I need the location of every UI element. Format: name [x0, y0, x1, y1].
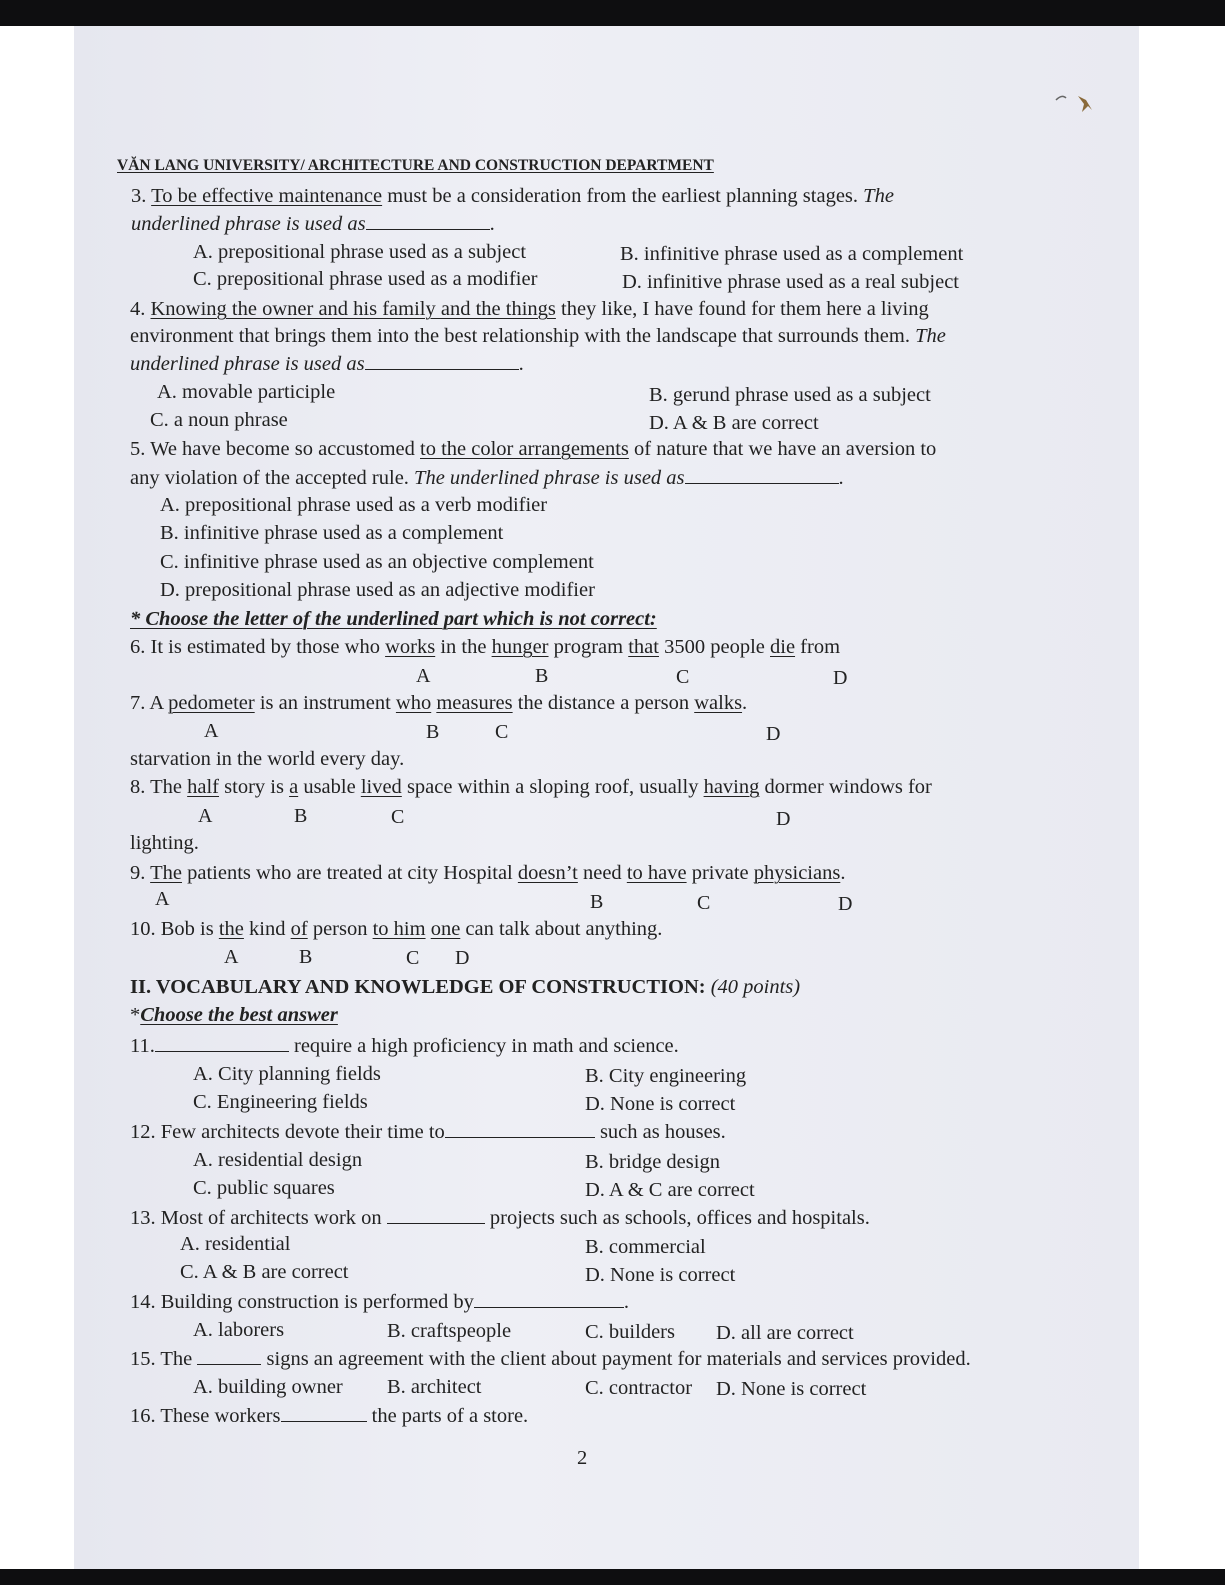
question-5 — [130, 437, 936, 461]
section-2-points: (40 points) — [710, 976, 801, 998]
q7-letter-c[interactable]: C — [495, 721, 509, 743]
q3-option-d[interactable]: D. infinitive phrase used as a real subject — [622, 271, 959, 293]
q11-number: 11. — [130, 1035, 155, 1057]
q5-option-d[interactable]: D. prepositional phrase used as an adjective modifier — [160, 579, 595, 601]
section-2-heading: II. VOCABULARY AND KNOWLEDGE OF CONSTRUCTION: — [130, 976, 706, 998]
question-14 — [130, 1289, 629, 1314]
q11-text: require a high proficiency in math and science. — [294, 1035, 679, 1057]
ink-smudge — [1052, 90, 1096, 120]
question-12 — [130, 1119, 726, 1144]
q13-option-b[interactable]: B. commercial — [585, 1236, 706, 1258]
q9-text-3: need — [582, 862, 622, 884]
q14-option-c[interactable]: C. builders — [585, 1321, 675, 1343]
q7-underline-a: pedometer — [168, 692, 255, 714]
q14-dot: . — [623, 1291, 630, 1313]
q15-option-a[interactable]: A. building owner — [193, 1376, 343, 1398]
q16-text-2: the parts of a store. — [371, 1405, 529, 1427]
q7-underline-b: who — [395, 692, 432, 714]
q10-underline-c: to him — [372, 918, 426, 940]
q5-text: 5. We have become so accustomed — [130, 438, 415, 460]
q5-answer-blank[interactable] — [685, 465, 839, 484]
q4-option-d[interactable]: D. A & B are correct — [649, 412, 819, 434]
q8-letter-c[interactable]: C — [391, 806, 405, 828]
q7-text-1: 7. A — [130, 692, 164, 714]
q9-underline-b: doesn’t — [517, 862, 578, 884]
q14-option-a[interactable]: A. laborers — [193, 1319, 285, 1341]
q10-underline-b: of — [290, 918, 308, 940]
q10-letter-c[interactable]: C — [406, 947, 420, 969]
q5-underlined-phrase: to the color arrangements — [420, 438, 629, 460]
q4-answer-blank[interactable] — [365, 351, 519, 370]
q7-text-4: . — [742, 692, 748, 714]
q13-option-d[interactable]: D. None is correct — [585, 1264, 736, 1286]
q8-text-1: 8. The — [130, 776, 183, 798]
q6-text-2: in the — [440, 636, 487, 658]
question-8 — [130, 775, 932, 799]
q10-letter-a[interactable]: A — [224, 946, 239, 968]
q4-line-3 — [130, 351, 524, 376]
q11-option-c[interactable]: C. Engineering fields — [193, 1091, 368, 1113]
q12-text-2: such as houses. — [599, 1121, 726, 1143]
q8-text-5: dormer windows for — [764, 776, 932, 798]
q7-letter-b[interactable]: B — [426, 721, 440, 743]
q3-answer-blank[interactable] — [366, 211, 490, 230]
q13-answer-blank[interactable] — [387, 1205, 485, 1224]
section-2-instruction-text: Choose the best answer — [140, 1004, 338, 1026]
q6-text-4: 3500 people — [664, 636, 765, 658]
question-6 — [130, 635, 840, 659]
q4-underlined-phrase: Knowing the owner and his family and the things — [150, 298, 556, 320]
q11-option-a[interactable]: A. City planning fields — [193, 1063, 381, 1085]
q8-continuation: lighting. — [130, 832, 199, 854]
q6-underline-c: that — [628, 636, 659, 658]
q6-underline-a: works — [385, 636, 436, 658]
q14-option-b[interactable]: B. craftspeople — [387, 1320, 512, 1342]
q9-letter-c[interactable]: C — [697, 892, 711, 914]
scan-right-margin — [1139, 26, 1225, 1569]
q12-option-b[interactable]: B. bridge design — [585, 1151, 720, 1173]
q4-text-2: environment that brings them into the best relationship with the landscape that surrounds them. — [130, 325, 910, 347]
q8-letter-a[interactable]: A — [198, 805, 213, 827]
q3-number: 3. — [131, 185, 147, 207]
question-13 — [130, 1205, 870, 1230]
q7-text-3: the distance a person — [517, 692, 690, 714]
q3-dot: . — [489, 213, 495, 235]
q9-text-1: 9. — [130, 862, 146, 884]
q10-text-3: person — [312, 918, 368, 940]
q7-letter-d[interactable]: D — [766, 723, 781, 745]
q15-option-c[interactable]: C. contractor — [585, 1377, 693, 1399]
question-7 — [130, 691, 747, 715]
page-header: VĂN LANG UNIVERSITY/ ARCHITECTURE AND CONSTRUCTION DEPARTMENT — [117, 157, 714, 174]
q5-option-c[interactable]: C. infinitive phrase used as an objective complement — [160, 551, 594, 573]
question-3 — [131, 184, 894, 208]
q6-underline-b: hunger — [491, 636, 549, 658]
q3-underlined-phrase: To be effective maintenance — [151, 185, 383, 207]
q11-option-d[interactable]: D. None is correct — [585, 1093, 736, 1115]
q3-line-2 — [131, 211, 495, 236]
q4-option-a[interactable]: A. movable participle — [157, 381, 336, 403]
q5-text-3: any violation of the accepted rule. — [130, 467, 409, 489]
q3-text: must be a consideration from the earliest planning stages. — [387, 185, 859, 207]
q5-text-2: of nature that we have an aversion to — [634, 438, 937, 460]
q9-text-4: private — [691, 862, 749, 884]
q12-option-c[interactable]: C. public squares — [193, 1177, 335, 1199]
q11-option-b[interactable]: B. City engineering — [585, 1065, 747, 1087]
q12-answer-blank[interactable] — [445, 1119, 595, 1138]
q5-tail: The underlined phrase is used as — [414, 467, 685, 489]
q7-text-2: is an instrument — [259, 692, 391, 714]
q10-underline-d: one — [430, 918, 461, 940]
q13-option-a[interactable]: A. residential — [180, 1233, 291, 1255]
q12-option-d[interactable]: D. A & C are correct — [585, 1179, 755, 1201]
q4-tail-2: underlined phrase is used as — [130, 353, 365, 375]
question-10 — [130, 917, 662, 941]
q9-letter-a[interactable]: A — [155, 888, 170, 910]
q8-text-2: story is — [224, 776, 284, 798]
q8-text-3: usable — [303, 776, 356, 798]
q7-underline-d: walks — [694, 692, 743, 714]
q15-option-d[interactable]: D. None is correct — [716, 1378, 867, 1400]
q8-underline-c: lived — [360, 776, 402, 798]
q7-letter-a[interactable]: A — [204, 720, 219, 742]
q6-letter-a[interactable]: A — [416, 665, 431, 687]
q15-answer-blank[interactable] — [197, 1346, 261, 1365]
q8-letter-b[interactable]: B — [294, 805, 308, 827]
question-16 — [130, 1403, 528, 1428]
q15-text: 15. The — [130, 1348, 193, 1370]
q6-text-1: 6. It is estimated by those who — [130, 636, 380, 658]
q13-text: 13. Most of architects work on — [130, 1207, 382, 1229]
q9-text-5: . — [840, 862, 846, 884]
q5-option-b[interactable]: B. infinitive phrase used as a complement — [160, 522, 504, 544]
q4-option-c[interactable]: C. a noun phrase — [150, 409, 288, 431]
question-11 — [130, 1033, 679, 1058]
q12-text: 12. Few architects devote their time to — [130, 1121, 445, 1143]
q7-underline-c: measures — [436, 692, 513, 714]
q7-continuation: starvation in the world every day. — [130, 748, 405, 770]
q16-answer-blank[interactable] — [281, 1403, 367, 1422]
q9-underline-c: to have — [626, 862, 687, 884]
q15-option-b[interactable]: B. architect — [387, 1376, 482, 1398]
scan-top-edge — [0, 0, 1225, 26]
q10-letter-b[interactable]: B — [299, 946, 313, 968]
q14-text: 14. Building construction is performed by — [130, 1291, 474, 1313]
q3-option-c[interactable]: C. prepositional phrase used as a modifier — [193, 268, 538, 290]
q4-line-2 — [130, 324, 946, 348]
q9-letter-b[interactable]: B — [590, 891, 604, 913]
q9-underline-d: physicians — [753, 862, 841, 884]
q8-underline-a: half — [187, 776, 220, 798]
q10-underline-a: the — [218, 918, 244, 940]
q15-text-2: signs an agreement with the client about payment for materials and services provided. — [266, 1348, 971, 1370]
q13-option-c[interactable]: C. A & B are correct — [180, 1261, 349, 1283]
q6-letter-b[interactable]: B — [535, 665, 549, 687]
page-number: 2 — [577, 1447, 588, 1469]
q8-text-4: space within a sloping roof, usually — [406, 776, 699, 798]
q11-answer-blank[interactable] — [155, 1033, 289, 1052]
section-2-title — [130, 975, 800, 999]
q6-text-5: from — [800, 636, 841, 658]
q6-text-3: program — [553, 636, 624, 658]
q5-dot: . — [838, 467, 844, 489]
q10-letter-d[interactable]: D — [455, 947, 470, 969]
q13-text-2: projects such as schools, offices and hospitals. — [489, 1207, 870, 1229]
question-9 — [130, 861, 845, 885]
q9-letter-d[interactable]: D — [838, 893, 853, 915]
q3-option-b[interactable]: B. infinitive phrase used as a complement — [620, 243, 964, 265]
q4-dot: . — [518, 353, 524, 375]
question-15 — [130, 1346, 971, 1371]
q3-tail: The — [863, 185, 894, 207]
q6-letter-c[interactable]: C — [676, 666, 690, 688]
q16-text: 16. These workers — [130, 1405, 281, 1427]
q3-tail-2: underlined phrase is used as — [131, 213, 366, 235]
q4-tail: The — [915, 325, 946, 347]
q12-option-a[interactable]: A. residential design — [193, 1149, 363, 1171]
q5-line-2 — [130, 465, 844, 490]
q10-text-4: can talk about anything. — [465, 918, 663, 940]
q6-underline-d: die — [770, 636, 796, 658]
section-2-instruction — [130, 1003, 338, 1027]
question-4 — [130, 297, 929, 321]
section-2-star: * — [130, 1004, 141, 1026]
q3-option-a[interactable]: A. prepositional phrase used as a subject — [193, 241, 527, 263]
q4-option-b[interactable]: B. gerund phrase used as a subject — [649, 384, 931, 406]
error-instruction: * Choose the letter of the underlined part which is not correct: — [130, 608, 657, 630]
q8-underline-d: having — [703, 776, 760, 798]
q10-text-1: 10. Bob is — [130, 918, 214, 940]
q4-number: 4. — [130, 298, 146, 320]
q9-text-2: patients who are treated at city Hospital — [187, 862, 513, 884]
q8-underline-b: a — [289, 776, 299, 798]
q5-option-a[interactable]: A. prepositional phrase used as a verb modifier — [160, 494, 548, 516]
q4-text: they like, I have found for them here a living — [561, 298, 929, 320]
scan-left-margin — [0, 26, 74, 1569]
q6-letter-d[interactable]: D — [833, 667, 848, 689]
q14-answer-blank[interactable] — [474, 1289, 624, 1308]
q9-underline-a: The — [150, 862, 183, 884]
q10-text-2: kind — [249, 918, 286, 940]
scan-bottom-edge — [0, 1569, 1225, 1585]
q8-letter-d[interactable]: D — [776, 808, 791, 830]
q14-option-d[interactable]: D. all are correct — [716, 1322, 854, 1344]
